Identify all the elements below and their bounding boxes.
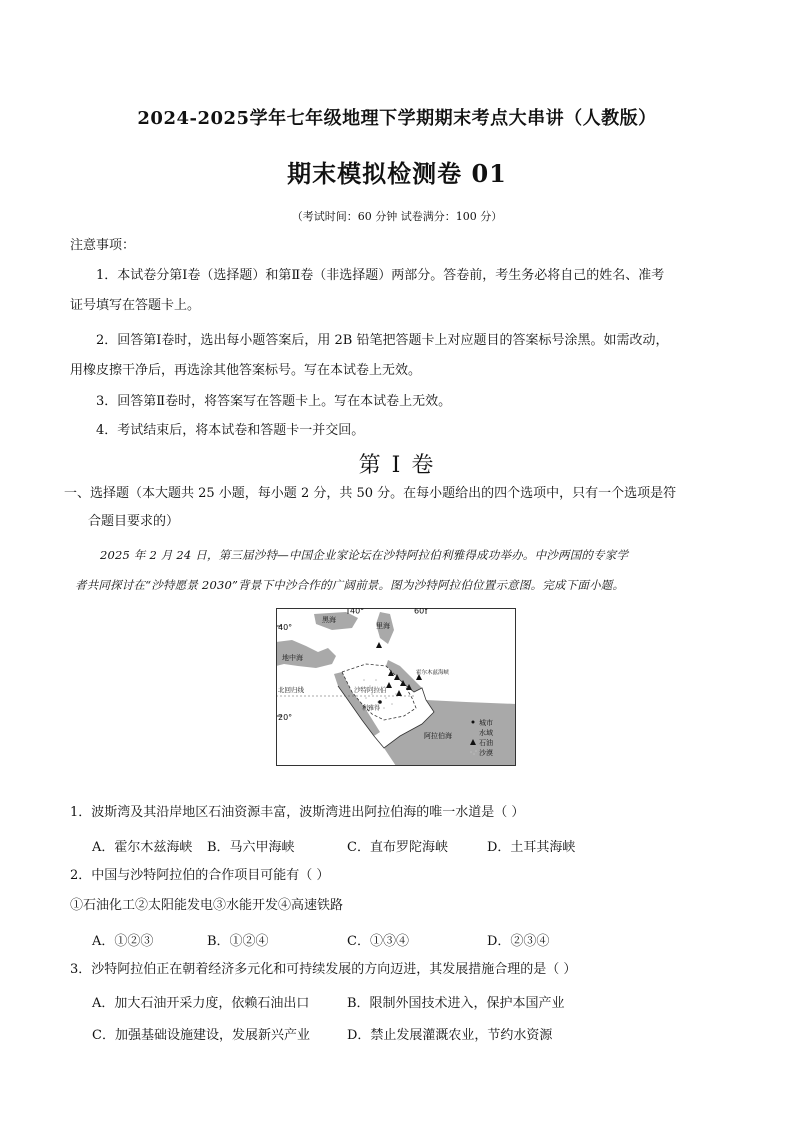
note-item: 3．回答第Ⅱ卷时，将答案写在答题卡上。写在本试卷上无效。 [96,394,452,409]
question-2-option-a[interactable]: A．①②③ [92,934,154,949]
map-label-caspian: 里海 [376,622,390,630]
question-3-stem: 3．沙特阿拉伯正在朝着经济多元化和可持续发展的方向迈进，其发展措施合理的是（ ） [70,962,577,977]
question-1-option-d[interactable]: D．土耳其海峡 [487,840,576,855]
question-3-option-d[interactable]: D．禁止发展灌溉农业，节约水资源 [347,1028,553,1043]
question-3-option-c[interactable]: C．加强基础设施建设，发展新兴产业 [92,1028,310,1043]
question-2-items: ①石油化工②太阳能发电③水能开发④高速铁路 [70,898,344,913]
map-lat-label: 20° [278,713,293,722]
map-label-arabian-sea: 阿拉伯海 [424,732,452,740]
question-2-stem: 2．中国与沙特阿拉伯的合作项目可能有（ ） [70,868,330,883]
question-3-option-b[interactable]: B．限制外国技术进入，保护本国产业 [347,996,565,1011]
question-3-option-a[interactable]: A．加大石油开采力度，依赖石油出口 [92,996,310,1011]
question-1-option-c[interactable]: C．直布罗陀海峡 [347,840,448,855]
question-2-option-b[interactable]: B．①②④ [207,934,269,949]
legend-desert: 沙漠 [479,749,493,757]
passage-line: 者共同探讨在“沙特愿景 2030”背景下中沙合作的广阔前景。图为沙特阿拉伯位置示意图。完成下面小题。 [75,578,625,592]
map-label-mediterranean: 地中海 [282,654,303,662]
exam-title: 期末模拟检测卷 01 [287,159,507,188]
section-instruction-cont: 合题目要求的） [88,514,180,529]
note-item: 2．回答第Ⅰ卷时，选出每小题答案后，用 2B 铅笔把答题卡上对应题目的答案标号涂黑。如需改动， [96,333,669,348]
legend-water: 水域 [479,729,493,737]
map-label-tropic: 北回归线 [278,686,304,694]
map-lat-label: 40° [278,623,293,632]
note-item: 证号填写在答题卡上。 [70,298,201,313]
question-1-option-a[interactable]: A．霍尔木兹海峡 [92,840,193,855]
map-label-saudi: 沙特阿拉伯 [354,686,387,694]
map-label-riyadh: 利雅得 [362,705,381,712]
exam-info: （考试时间：60 分钟 试卷满分：100 分） [291,210,503,223]
map-lon-label: 40° [350,608,365,616]
note-item: 4．考试结束后，将本试卷和答题卡一并交回。 [96,423,365,438]
legend-city: 城市 [479,719,493,727]
saudi-arabia-location-map [276,608,516,766]
notes-heading: 注意事项： [70,238,136,253]
map-label-hormuz: 霍尔木兹海峡 [416,670,450,676]
question-2-option-c[interactable]: C．①③④ [347,934,409,949]
question-2-option-d[interactable]: D．②③④ [487,934,550,949]
map-label-black-sea: 黑海 [322,616,336,624]
map-lon-label: 60° [414,608,429,616]
question-1-stem: 1．波斯湾及其沿岸地区石油资源丰富，波斯湾进出阿拉伯海的唯一水道是（ ） [70,805,525,820]
note-item: 用橡皮擦干净后，再选涂其他答案标号。写在本试卷上无效。 [70,363,422,378]
section-instruction: 一、选择题（本大题共 25 小题，每小题 2 分，共 50 分。在每小题给出的四个选项中，只有一个选项是符 [64,486,677,501]
question-1-option-b[interactable]: B．马六甲海峡 [207,840,295,855]
note-item: 1．本试卷分第Ⅰ卷（选择题）和第Ⅱ卷（非选择题）两部分。答卷前，考生务必将自己的姓名、准考 [96,268,665,283]
legend-oil: 石油 [479,739,493,747]
document-header-title: 2024-2025学年七年级地理下学期期末考点大串讲（人教版） [137,108,657,129]
section-title: 第 I 卷 [358,453,436,478]
passage-line: 2025 年 2 月 24 日，第三届沙特—中国企业家论坛在沙特阿拉伯利雅得成功举办。中沙两国的专家学 [100,548,629,562]
